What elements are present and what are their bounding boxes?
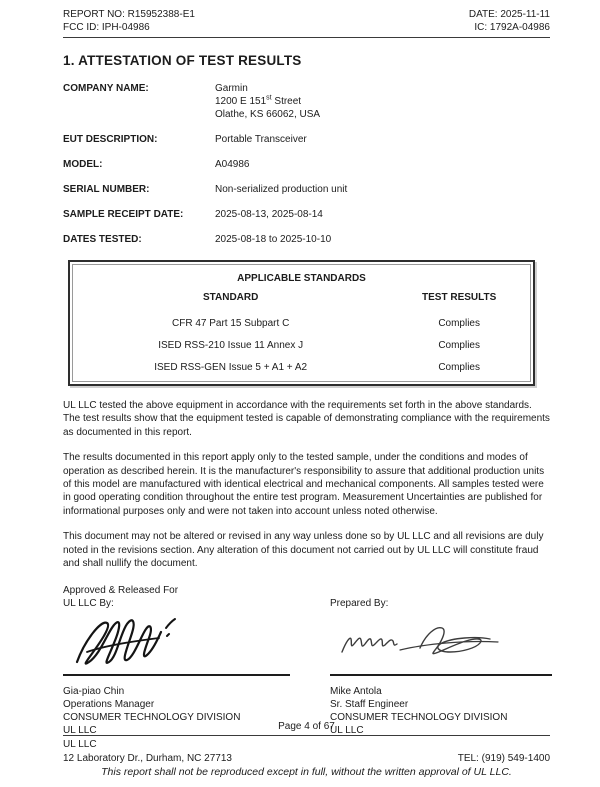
page-footer bbox=[0, 720, 600, 779]
sample-receipt-date-value: 2025-08-13, 2025-08-14 bbox=[215, 209, 323, 220]
footer-address-row bbox=[63, 752, 550, 765]
eut-info-block bbox=[63, 82, 550, 246]
report-date: DATE: 2025-11-11 bbox=[468, 9, 550, 20]
report-number: REPORT NO: R15952388-E1 bbox=[63, 9, 195, 20]
info-row-eut bbox=[63, 133, 550, 146]
result-cell: Complies bbox=[438, 362, 480, 373]
serial-number-label: SERIAL NUMBER: bbox=[63, 184, 150, 195]
attestation-paragraph-2: The results documented in this report apply only to the tested sample, under the conditions and modes of operation as described herein. It is the manufacturer's responsibility to assure that additional production units of this model are manufactured with identical electrical and mechanical components. All samples tested were in good operating condition throughout the entire test program. Measurement Uncertainties are published for informational purposes only and were not taken into account unless noted otherwise. bbox=[63, 452, 545, 517]
column-header-standard: STANDARD bbox=[202, 292, 259, 303]
model-label: MODEL: bbox=[63, 159, 103, 170]
attestation-paragraph-3: This document may not be altered or revised in any way unless done so by UL LLC and all revisions are duly noted in the revisions section. Any alteration of this document not carried out by UL LLC will constitute fraud and shall nullify the document. bbox=[63, 531, 544, 570]
column-header-test-results: TEST RESULTS bbox=[422, 292, 497, 303]
signature-mike-antola bbox=[330, 614, 552, 672]
ordinal-suffix: st bbox=[266, 94, 272, 102]
approver-title: Operations Manager bbox=[63, 699, 155, 711]
footer-disclaimer: This report shall not be reproduced except in full, without the written approval of UL LLC. bbox=[101, 766, 512, 778]
signature-section bbox=[63, 584, 550, 737]
table-row bbox=[73, 330, 530, 352]
preparer-title: Sr. Staff Engineer bbox=[330, 699, 409, 711]
company-address-line2: Olathe, KS 66062, USA bbox=[215, 109, 321, 120]
standard-cell: CFR 47 Part 15 Subpart C bbox=[172, 318, 290, 329]
approver-signature-block bbox=[63, 584, 330, 737]
fcc-id: FCC ID: IPH-04986 bbox=[63, 22, 150, 33]
sample-receipt-date-label: SAMPLE RECEIPT DATE: bbox=[63, 209, 184, 220]
info-row-dates-tested bbox=[63, 233, 550, 246]
attestation-paragraph-1: UL LLC tested the above equipment in accordance with the requirements set forth in the above standards. The test results show that the equipment tested is capable of demonstrating compliance with the requirements as documented in this report. bbox=[63, 400, 550, 438]
result-cell: Complies bbox=[438, 340, 480, 351]
eut-description-label: EUT DESCRIPTION: bbox=[63, 134, 158, 145]
approved-released-label-line2: UL LLC By: bbox=[63, 598, 114, 610]
serial-number-value: Non-serialized production unit bbox=[215, 184, 348, 195]
footer-divider bbox=[63, 735, 550, 736]
approver-company: UL LLC bbox=[63, 725, 97, 737]
signature-line bbox=[330, 674, 552, 676]
company-name: Garmin bbox=[215, 83, 248, 94]
signature-line bbox=[63, 674, 290, 676]
header-left-block bbox=[63, 8, 195, 34]
section-title: 1. ATTESTATION OF TEST RESULTS bbox=[63, 53, 302, 68]
signature-gia-piao-chin bbox=[63, 614, 330, 672]
preparer-division: CONSUMER TECHNOLOGY DIVISION bbox=[330, 712, 508, 724]
preparer-signature-block bbox=[330, 584, 552, 737]
header-right-block bbox=[469, 8, 550, 34]
standard-cell: ISED RSS-GEN Issue 5 + A1 + A2 bbox=[154, 362, 308, 373]
info-row-receipt-date bbox=[63, 208, 550, 221]
dates-tested-label: DATES TESTED: bbox=[63, 234, 142, 245]
standards-table-header-row bbox=[73, 291, 530, 308]
eut-description-value: Portable Transceiver bbox=[215, 134, 307, 145]
ic-number: IC: 1792A-04986 bbox=[474, 22, 550, 33]
info-row-serial bbox=[63, 183, 550, 196]
company-address-line1: 1200 E 151st Street bbox=[215, 94, 302, 107]
standards-table-title: APPLICABLE STANDARDS bbox=[237, 273, 366, 284]
standard-cell: ISED RSS-210 Issue 11 Annex J bbox=[158, 340, 304, 351]
table-row bbox=[73, 352, 530, 374]
applicable-standards-table bbox=[68, 260, 535, 386]
footer-address: 12 Laboratory Dr., Durham, NC 27713 bbox=[63, 753, 232, 764]
applicable-standards-table-inner bbox=[72, 264, 531, 382]
approver-division: CONSUMER TECHNOLOGY DIVISION bbox=[63, 712, 241, 724]
model-value: A04986 bbox=[215, 159, 250, 170]
result-cell: Complies bbox=[438, 318, 480, 329]
info-row-company bbox=[63, 82, 550, 121]
approved-released-label-line1: Approved & Released For bbox=[63, 585, 179, 597]
footer-company: UL LLC bbox=[63, 739, 97, 750]
page-number: Page 4 of 67 bbox=[278, 721, 335, 732]
preparer-company: UL LLC bbox=[330, 725, 364, 737]
prepared-by-label: Prepared By: bbox=[330, 598, 389, 610]
company-name-value bbox=[215, 82, 550, 121]
approver-name: Gia-piao Chin bbox=[63, 686, 125, 698]
table-row bbox=[73, 308, 530, 330]
footer-telephone: TEL: (919) 549-1400 bbox=[457, 753, 550, 764]
company-name-label: COMPANY NAME: bbox=[63, 83, 149, 94]
dates-tested-value: 2025-08-18 to 2025-10-10 bbox=[215, 234, 332, 245]
info-row-model bbox=[63, 158, 550, 171]
preparer-name: Mike Antola bbox=[330, 686, 382, 698]
page-header bbox=[63, 8, 550, 38]
